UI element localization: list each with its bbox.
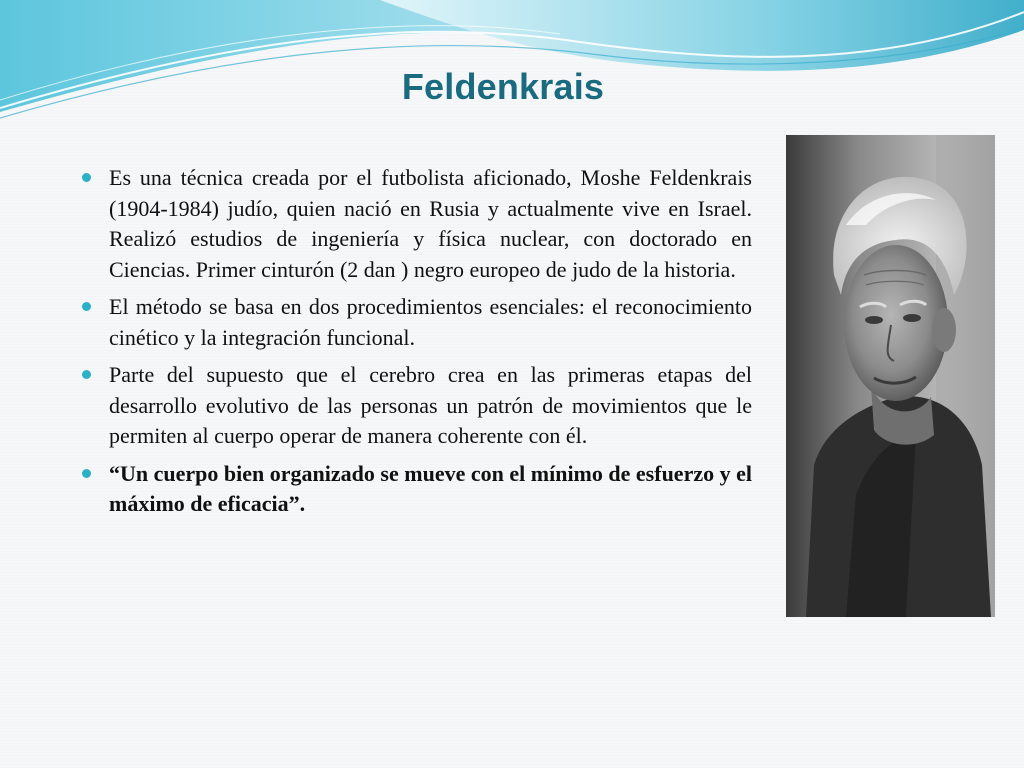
bullet-icon bbox=[82, 173, 91, 182]
bullet-item bbox=[78, 163, 752, 285]
bullet-list bbox=[78, 163, 752, 527]
bullet-item bbox=[78, 360, 752, 452]
slide-title: Feldenkrais bbox=[401, 66, 605, 107]
portrait-photo bbox=[786, 135, 995, 617]
header-wave-decoration bbox=[0, 0, 1024, 130]
bullet-text: “Un cuerpo bien organizado se mueve con el mínimo de esfuerzo y el máximo de eficacia”. bbox=[109, 460, 752, 516]
bullet-icon bbox=[82, 302, 91, 311]
portrait-photo-icon bbox=[786, 135, 995, 617]
bullet-item-quote bbox=[78, 459, 752, 520]
bullet-text: Es una técnica creada por el futbolista aficionado, Moshe Feldenkrais (1904-1984) judío, quien nació en Rusia y actualmente vive en Israel. Realizó estudios de ingeniería y física nuclear, con doctorado en Ciencias. Primer cinturón (2 dan ) negro europeo de judo de la historia. bbox=[109, 165, 752, 282]
bullet-icon bbox=[82, 370, 91, 379]
bullet-item bbox=[78, 292, 752, 353]
bullet-text: Parte del supuesto que el cerebro crea en las primeras etapas del desarrollo evolutivo de las personas un patrón de movimientos que le permiten al cuerpo operar de manera coherente con él. bbox=[109, 362, 752, 448]
bullet-icon bbox=[82, 469, 91, 478]
bullet-text: El método se basa en dos procedimientos esenciales: el reconocimiento cinético y la integración funcional. bbox=[109, 294, 752, 350]
